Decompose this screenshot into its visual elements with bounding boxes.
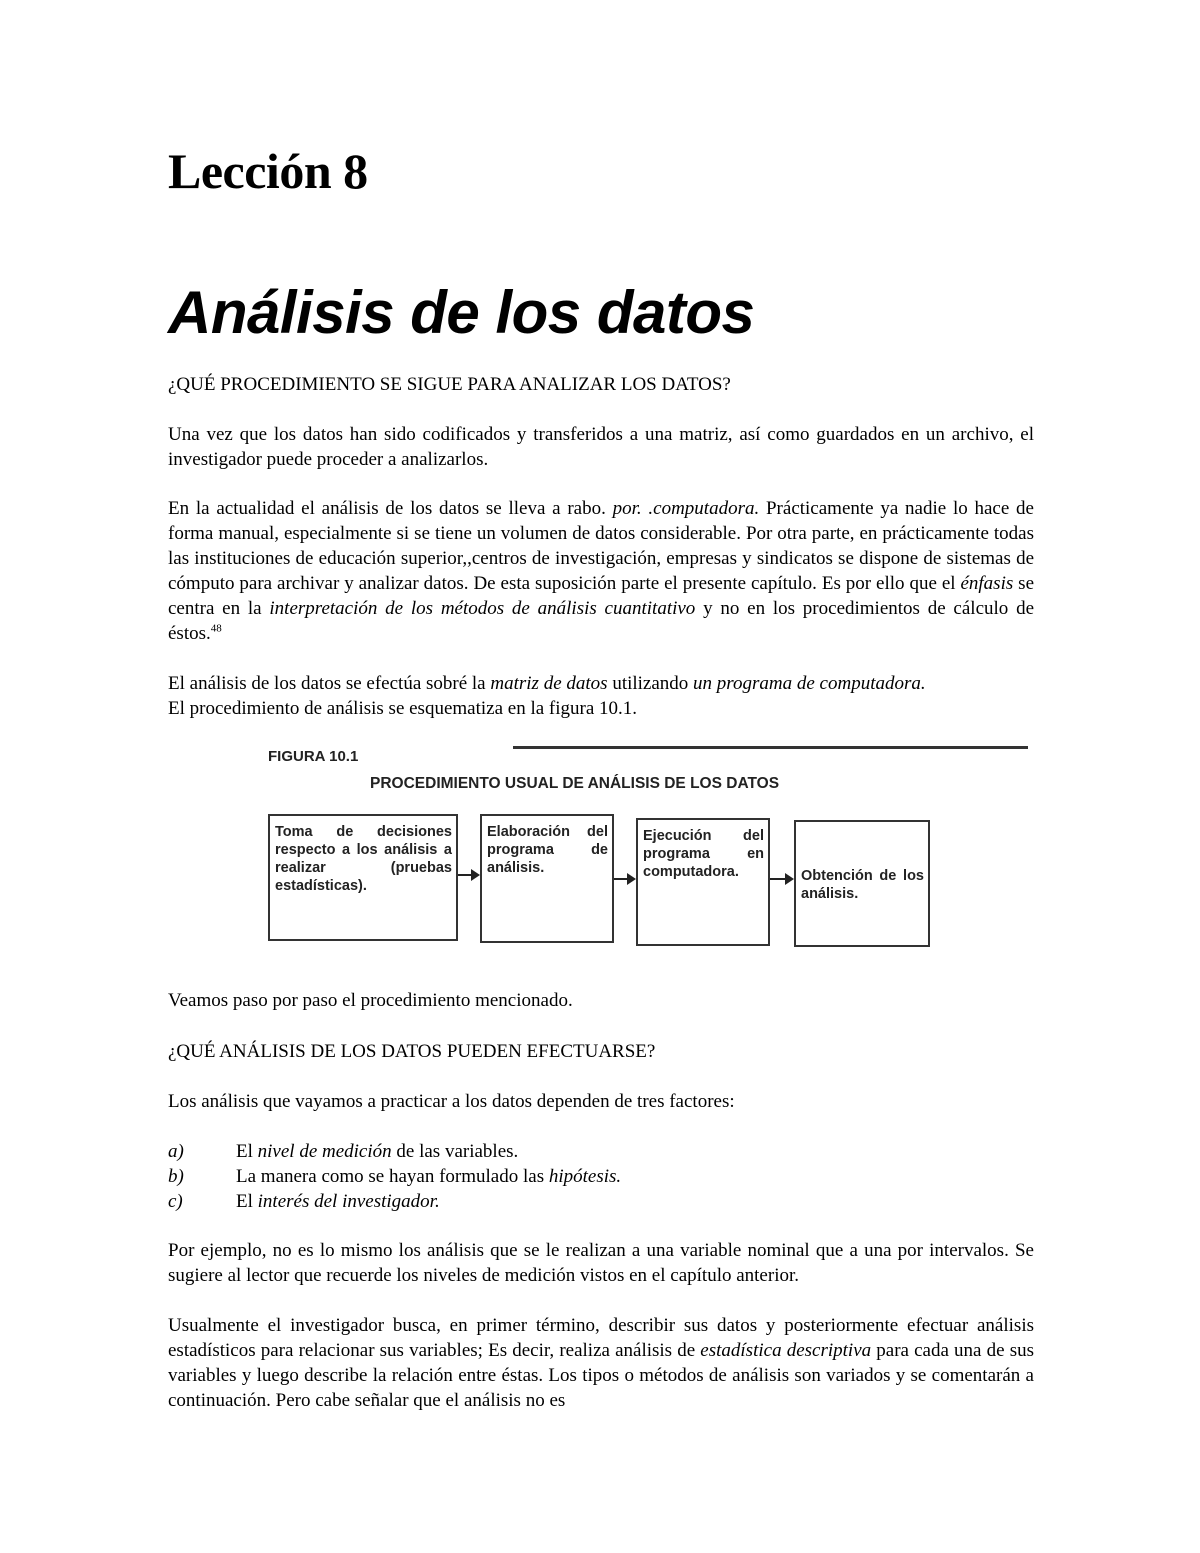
list-item — [168, 1139, 1034, 1164]
flow-box-program-text: Elaboración del programa de análisis. — [487, 824, 608, 876]
flow-box-results-text: Obtención de los análisis. — [801, 868, 924, 902]
list-text-post: de las variables. — [391, 1141, 519, 1162]
list-text — [236, 1189, 440, 1214]
list-text — [236, 1164, 621, 1189]
flow-box-execution-text: Ejecución del programa en computadora. — [643, 828, 764, 880]
list-item — [168, 1189, 1034, 1214]
p7-text-2: para cada una de sus variables y luego describe la relación entre éstas. Los tipos o métodos de análisis son variados y se comentarán a continuación. Pero cabe señalar que el análisis no es — [168, 1340, 1034, 1411]
arrow-1 — [458, 874, 478, 876]
section-heading-procedure: ¿QUÉ PROCEDIMIENTO SE SIGUE PARA ANALIZAR LOS DATOS? — [168, 374, 731, 395]
section-heading-analysis-types: ¿QUÉ ANÁLISIS DE LOS DATOS PUEDEN EFECTUARSE? — [168, 1041, 656, 1062]
list-text-pre: El — [236, 1141, 258, 1162]
lesson-title: Lección 8 — [168, 143, 368, 199]
p2-text-2: Prácticamente ya nadie lo hace de forma manual, especialmente si se tiene un volumen de datos considerable. Por otra parte, en prácticamente todas las instituciones de educación superior,,centros de investigación, empresas y sindicatos se dispone de sistemas de cómputo para archivar y analizar datos. De esta suposición parte el presente capítulo. Es por ello que el — [168, 498, 1034, 594]
p2-italic-3: interpretación de los métodos de análisis cuantitativo — [269, 598, 696, 619]
flow-box-decisions-text: Toma de decisiones respecto a los análisis a realizar (pruebas estadísticas). — [275, 824, 452, 894]
figure-10-1 — [268, 742, 1038, 952]
list-text-em: interés del investigador. — [257, 1191, 440, 1212]
paragraph-step-by-step: Veamos paso por paso el procedimiento mencionado. — [168, 990, 573, 1011]
list-text-em: nivel de medición — [257, 1141, 392, 1162]
p7-italic-1: estadística descriptiva — [700, 1340, 872, 1361]
p3-text-1: El análisis de los datos se efectúa sobré la — [168, 673, 491, 694]
paragraph-intro: Una vez que los datos han sido codificados y transferidos a una matriz, así como guardados en un archivo, el investigador puede proceder a analizarlos. — [168, 424, 1034, 470]
p2-text-4: y no en los procedimientos de cálculo de éstos. — [168, 598, 1034, 644]
footnote-ref: 48 — [210, 622, 222, 635]
list-key: a) — [168, 1141, 184, 1162]
paragraph-matrix — [168, 671, 1048, 721]
figure-title: PROCEDIMIENTO USUAL DE ANÁLISIS DE LOS DATOS — [370, 775, 780, 792]
chapter-title: Análisis de los datos — [168, 279, 755, 346]
p3-italic-2: un programa de computadora. — [693, 673, 926, 694]
flow-box-results — [794, 820, 930, 947]
arrow-2 — [614, 878, 634, 880]
paragraph-descriptive — [168, 1313, 1034, 1413]
flow-box-execution — [636, 818, 770, 946]
p3-text-2: utilizando — [607, 673, 694, 694]
p2-text-1: En la actualidad el análisis de los datos se lleva a rabo. — [168, 498, 613, 519]
list-key: c) — [168, 1191, 183, 1212]
paragraph-example: Por ejemplo, no es lo mismo los análisis que se le realizan a una variable nominal que a una por intervalos. Se sugiere al lector que recuerde los niveles de medición vistos en el capítulo anterior. — [168, 1240, 1034, 1286]
list-key: b) — [168, 1166, 184, 1187]
list-text-em: hipótesis. — [548, 1166, 622, 1187]
list-item — [168, 1164, 1034, 1189]
factors-list — [168, 1139, 1034, 1214]
p2-italic-2: énfasis — [960, 573, 1014, 594]
list-text-pre: El — [236, 1191, 258, 1212]
p3-italic-1: matriz de datos — [490, 673, 608, 694]
p7-text-1: Usualmente el investigador busca, en primer término, describir sus datos y posteriormente efectuar análisis estadísticos para relacionar sus variables; Es decir, realiza análisis de — [168, 1315, 1034, 1361]
p2-text-3: se centra en la — [168, 573, 1035, 619]
p2-italic-1: por. .computadora. — [612, 498, 760, 519]
figure-rule — [513, 746, 1028, 749]
list-text-pre: La manera como se hayan formulado las — [236, 1166, 549, 1187]
list-text — [236, 1139, 518, 1164]
p3-line-2: El procedimiento de análisis se esquematiza en la figura 10.1. — [168, 698, 638, 719]
figure-label: FIGURA 10.1 — [268, 748, 359, 765]
paragraph-computer-analysis — [168, 496, 1034, 646]
paragraph-factors: Los análisis que vayamos a practicar a los datos dependen de tres factores: — [168, 1091, 735, 1112]
arrow-3 — [770, 878, 792, 880]
flow-box-program — [480, 814, 614, 943]
flow-box-decisions — [268, 814, 458, 941]
